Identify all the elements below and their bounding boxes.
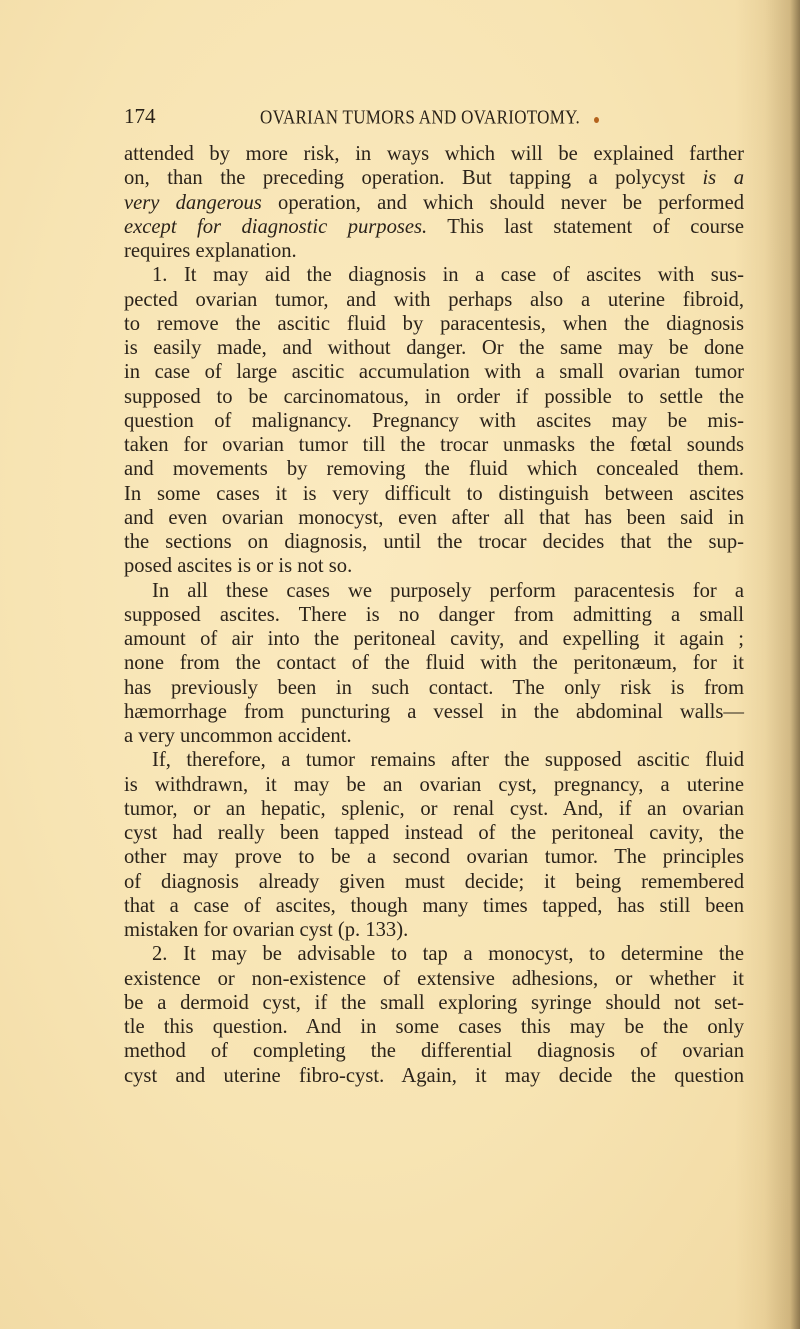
text-line: In all these cases we purposely perform paracentesis for a [152,579,744,602]
text-line: supposed ascites. There is no danger from admitting a small [124,603,744,626]
text-line: posed ascites is or is not so. [124,555,353,578]
text-line: method of completing the differential diagnosis of ovarian [124,1040,744,1063]
text-line: is withdrawn, it may be an ovarian cyst, pregnancy, a uterine [124,773,744,796]
text-line: If, therefore, a tumor remains after the supposed ascitic fluid [152,749,744,772]
text-line: existence or non-existence of extensive adhesions, or whether it [124,967,744,990]
text-line: of diagnosis already given must decide; it being remembered [124,870,744,893]
text-line: 2. It may be advisable to tap a monocyst, to determine the [152,943,744,966]
text-line: In some cases it is very difficult to distinguish between ascites [124,482,744,505]
text-line: except for diagnostic purposes. This last statement of course [124,215,744,238]
text-line: hæmorrhage from puncturing a vessel in the abdominal walls— [124,700,744,723]
text-line: that a case of ascites, though many times tapped, has still been [124,894,744,917]
text-line: on, than the preceding operation. But tapping a polycyst is a [124,167,744,190]
text-line: to remove the ascitic fluid by paracentesis, when the diagnosis [124,312,744,335]
text-line: tle this question. And in some cases this may be the only [124,1016,744,1038]
text-line: 1. It may aid the diagnosis in a case of ascites with sus- [152,264,744,287]
text-line: cyst had really been tapped instead of the peritoneal cavity, the [124,822,744,844]
text-line: attended by more risk, in ways which will be explained farther [124,143,744,165]
text-line: mistaken for ovarian cyst (p. 133). [124,919,409,941]
running-title: OVARIAN TUMORS AND OVARIOTOMY. [260,106,581,129]
text-line: is easily made, and without danger. Or the same may be done [124,337,744,359]
text-line: a very uncommon accident. [124,725,352,747]
text-line: in case of large ascitic accumulation with a small ovarian tumor [124,361,744,384]
text-line: requires explanation. [124,240,297,262]
text-line: tumor, or an hepatic, splenic, or renal cyst. And, if an ovarian [124,797,744,820]
text-line: question of malignancy. Pregnancy with ascites may be mis- [124,409,744,432]
body-text [124,142,744,1088]
text-line: and even ovarian monocyst, even after all that has been said in [124,506,744,529]
page-number: 174 [124,104,156,128]
text-line: and movements by removing the fluid which concealed them. [124,458,744,481]
ink-spot [594,117,599,123]
running-head [124,104,744,128]
text-line: pected ovarian tumor, and with perhaps also a uterine fibroid, [124,288,744,311]
text-line: cyst and uterine fibro-cyst. Again, it may decide the question [124,1064,744,1087]
text-line: the sections on diagnosis, until the trocar decides that the sup- [124,531,744,553]
text-line: supposed to be carcinomatous, in order if possible to settle the [124,385,744,408]
text-line: none from the contact of the fluid with the peritonæum, for it [124,652,744,675]
text-line: other may prove to be a second ovarian tumor. The principles [124,846,744,869]
text-line: has previously been in such contact. The only risk is from [124,676,744,699]
text-line: be a dermoid cyst, if the small exploring syringe should not set- [124,991,744,1014]
text-line: very dangerous operation, and which should never be performed [124,191,745,214]
text-line: amount of air into the peritoneal cavity, and expelling it again ; [124,628,744,650]
text-line: taken for ovarian tumor till the trocar unmasks the fœtal sounds [124,434,744,456]
